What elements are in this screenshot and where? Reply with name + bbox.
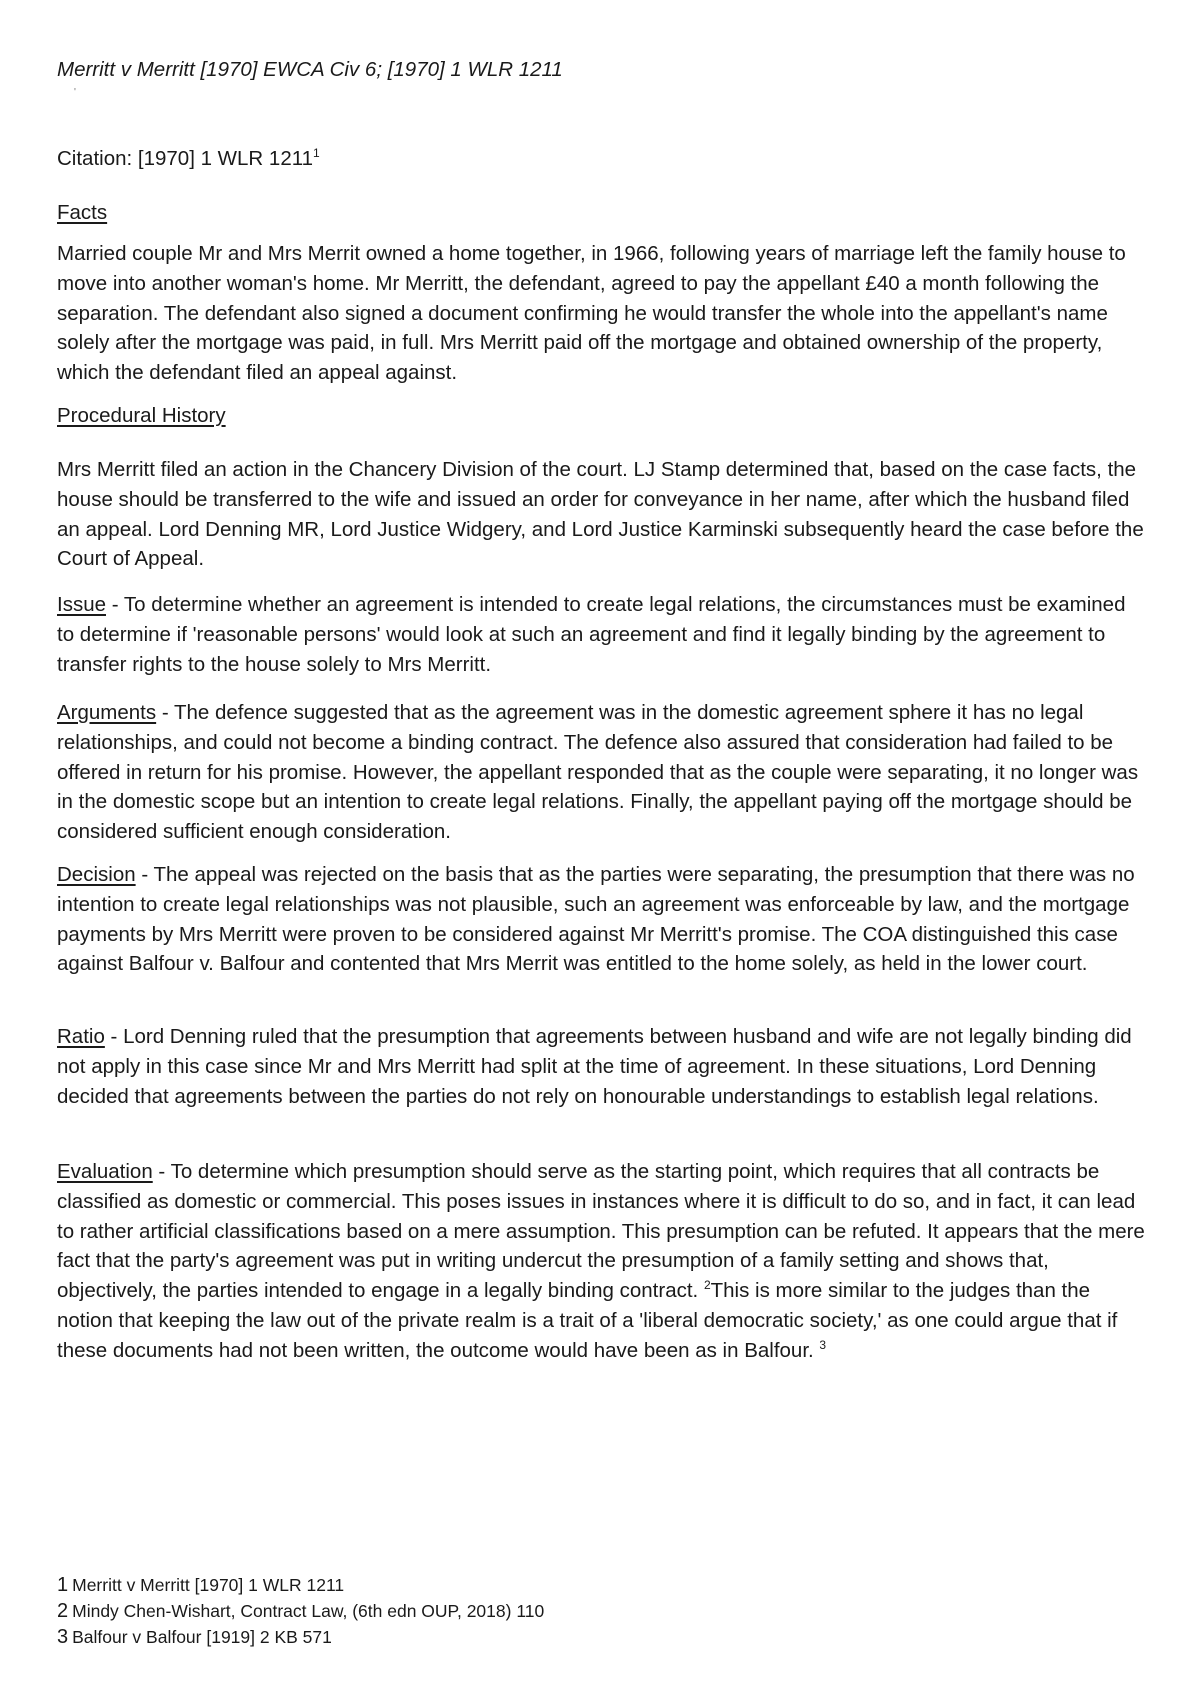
document-title: Merritt v Merritt [1970] EWCA Civ 6; [1970] 1 WLR 1211 (57, 58, 563, 81)
footnote-3 (57, 1624, 544, 1650)
ratio-text: - Lord Denning ruled that the presumption that agreements between husband and wife are not legally binding did not apply in this case since Mr and Mrs Merritt had split at the time of agreement. In these situations, Lord Denning decided that agreements between the parties do not rely on honourable understandings to establish legal relations. (57, 1025, 1132, 1108)
arguments-heading: Arguments (57, 701, 157, 724)
footnote-number: 2 (57, 1600, 69, 1622)
footnote-text: Mindy Chen-Wishart, Contract Law, (6th edn OUP, 2018) 110 (72, 1601, 545, 1621)
footnote-ref-2: 2 (703, 1278, 711, 1293)
evaluation-text-1: - To determine which presumption should serve as the starting point, which requires that all contracts be classified as domestic or commercial. This poses issues in instances where it is difficult to do so, and in fact, it can lead to rather artificial classifications based on a mere assumption. This presumption can be refuted. It appears that the mere fact that the party's agreement was put in writing undercut the presumption of a family setting and shows that, objectively, the parties intended to engage in a legally binding contract. (57, 1160, 1145, 1303)
issue-text: - To determine whether an agreement is intended to create legal relations, the circumstances must be examined to determine if 'reasonable persons' would look at such an agreement and find it legally binding by the agreement to transfer rights to the house solely to Mrs Merritt. (57, 593, 1126, 676)
decision-text: - The appeal was rejected on the basis that as the parties were separating, the presumption that there was no intention to create legal relationships was not plausible, such an agreement was enforceable by law, and the mortgage payments by Mrs Merritt were proven to be considered against Mr Merritt's promise. The COA distinguished this case against Balfour v. Balfour and contented that Mrs Merrit was entitled to the home solely, as held in the lower court. (57, 863, 1135, 976)
evaluation-text-2: This is more similar to the judges than the notion that keeping the law out of the private realm is a trait of a 'liberal democratic society,' as one could argue that if these documents had not been written, the outcome would have been as in Balfour. (57, 1279, 1118, 1362)
footnote-text: Balfour v Balfour [1919] 2 KB 571 (72, 1627, 332, 1647)
footnotes (57, 1572, 544, 1650)
arguments-text: - The defence suggested that as the agreement was in the domestic agreement sphere it has no legal relationships, and could not become a binding contract. The defence also assured that consideration had failed to be offered in return for his promise. However, the appellant responded that as the couple were separating, it no longer was in the domestic scope but an intention to create legal relations. Finally, the appellant paying off the mortgage should be considered sufficient enough consideration. (57, 701, 1139, 844)
footnote-2 (57, 1598, 544, 1624)
arguments-paragraph (57, 698, 1147, 847)
issue-heading: Issue (57, 593, 106, 616)
procedural-history-paragraph: Mrs Merritt filed an action in the Chancery Division of the court. LJ Stamp determined that, based on the case facts, the house should be transferred to the wife and issued an order for conveyance in her name, after which the husband filed an appeal. Lord Denning MR, Lord Justice Widgery, and Lord Justice Karminski subsequently heard the case before the Court of Appeal. (57, 458, 1144, 571)
ratio-paragraph (57, 1022, 1147, 1111)
facts-heading: Facts (57, 201, 108, 224)
footnote-ref-3: 3 (819, 1337, 827, 1352)
stray-mark: ' (74, 87, 76, 98)
facts-paragraph: Married couple Mr and Mrs Merrit owned a home together, in 1966, following years of marriage left the family house to move into another woman's home. Mr Merritt, the defendant, agreed to pay the appellant £40 a month following the separation. The defendant also signed a document confirming he would transfer the whole into the appellant's name solely after the mortgage was paid, in full. Mrs Merritt paid off the mortgage and obtained ownership of the property, which the defendant filed an appeal against. (57, 242, 1126, 385)
citation-line (57, 144, 320, 174)
decision-paragraph (57, 860, 1147, 979)
ratio-heading: Ratio (57, 1025, 105, 1048)
evaluation-heading: Evaluation (57, 1160, 153, 1183)
citation-text: Citation: [1970] 1 WLR 1211 (57, 147, 314, 170)
procedural-history-heading: Procedural History (57, 404, 226, 427)
footnote-number: 3 (57, 1626, 69, 1648)
issue-paragraph (57, 590, 1147, 679)
footnote-number: 1 (57, 1574, 69, 1596)
footnote-text: Merritt v Merritt [1970] 1 WLR 1211 (72, 1575, 345, 1595)
footnote-1 (57, 1572, 544, 1598)
footnote-ref-1: 1 (313, 146, 320, 161)
decision-heading: Decision (57, 863, 136, 886)
facts-heading-line (57, 198, 1147, 228)
document-page (57, 52, 1147, 1362)
procedural-history-heading-line (57, 401, 1147, 431)
evaluation-paragraph (57, 1157, 1147, 1366)
